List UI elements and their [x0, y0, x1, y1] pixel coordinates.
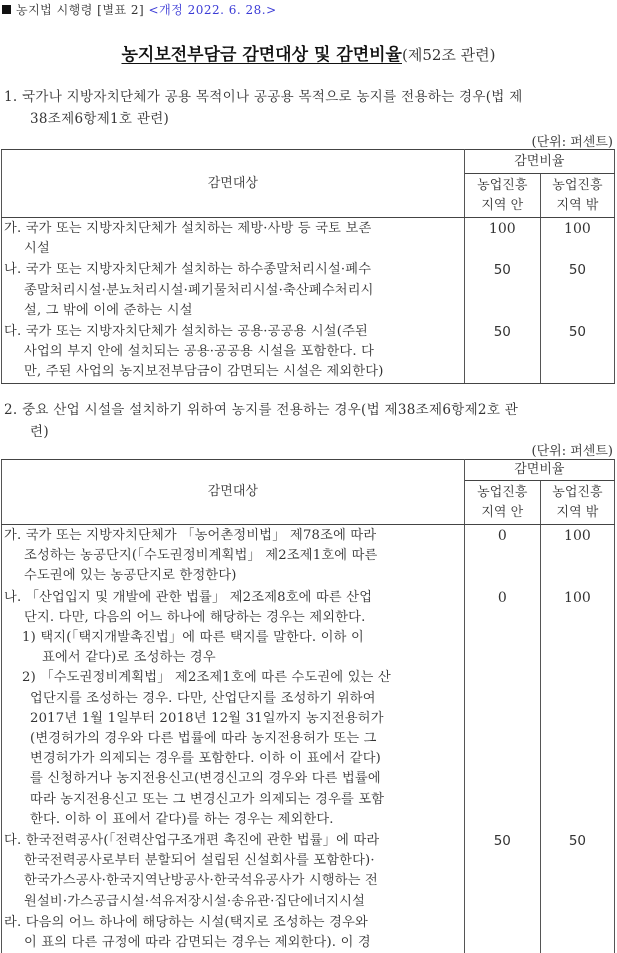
- header-ratio: 감면비율: [464, 460, 614, 481]
- header-outside-zone: 농업진흥 지역 밖: [540, 174, 614, 218]
- header-target: 감면대상: [2, 460, 465, 525]
- row-description: 나. 「산업입지 및 개발에 관한 법률」 제2조제8호에 따른 산업 단지. 다만, 다음의 어느 하나에 해당하는 경우는 제외한다. 1) 택지(「택지개발촉진법」에 따른 택지를 말한다. 이하 이 표에서 같다)로 조성하는 경우 2) 「수도권정비계획법」 제2조제1호에 따른 수도권에 있는 산 업단지를 조성하는 경우. 다만, 산업단지를 조성하기 위하여 2017년 1월 1일부터 2018년 12월 31일까지 농지전용허가 (변경허가의 경우와 다른 법률에 따라 농지전용허가 또는 그 변경허가가 의제되는 경우를 포함한다. 이하 이 표에서 같다) 를 신청하거나 농지전용신고(변경신고의 경우와 다른 법률에 따라 농지전용신고 또는 그 변경신고가 의제되는 경우를 포함 한다. 이하 이 표에서 같다)를 하는 경우는 제외한다.: [2, 587, 465, 830]
- row-value-inside: 50: [464, 321, 540, 383]
- row-value-outside: 100: [540, 587, 614, 830]
- table-row: [2, 259, 615, 321]
- row-value-outside: 100: [540, 525, 614, 587]
- row-value-inside: 0: [464, 587, 540, 830]
- header-inside-zone: 농업진흥 지역 안: [464, 481, 540, 525]
- row-description: 가. 국가 또는 지방자치단체가 「농어촌정비법」 제78조에 따라 조성하는 농공단지(「수도권정비계획법」 제2조제1호에 따른 수도권에 있는 농공단지로 한정한다): [2, 525, 465, 587]
- section-1-heading: [4, 86, 614, 130]
- section-2-heading-line: 련): [30, 424, 49, 440]
- header-ratio: 감면비율: [464, 150, 614, 174]
- law-reference: 농지법 시행령 [별표 2]: [16, 3, 145, 17]
- section-2-unit: (단위: 퍼센트): [531, 444, 613, 459]
- section-2-heading-line: 2. 중요 산업 시설을 설치하기 위하여 농지를 전용하는 경우(법 제38조제6항제2호 관: [4, 402, 519, 418]
- header-target: 감면대상: [2, 150, 465, 218]
- row-value-outside: 50: [540, 259, 614, 321]
- row-description: 다. 국가 또는 지방자치단체가 설치하는 공용·공공용 시설(주된 사업의 부지 안에 설치되는 공용·공공용 시설을 포함한다. 다 만, 주된 사업의 농지보전부담금이 감면되는 시설은 제외한다): [2, 321, 465, 383]
- page-title: [0, 40, 617, 65]
- section-1-unit: (단위: 퍼센트): [531, 135, 613, 150]
- row-value-inside: [464, 912, 540, 953]
- row-value-inside: 50: [464, 830, 540, 912]
- row-value-outside: 100: [540, 218, 614, 260]
- header-inside-zone: 농업진흥 지역 안: [464, 174, 540, 218]
- row-value-outside: 50: [540, 830, 614, 912]
- row-description: 나. 국가 또는 지방자치단체가 설치하는 하수종말처리시설·폐수 종말처리시설·분뇨처리시설·폐기물처리시설·축산폐수처리시 설, 그 밖에 이에 준하는 시설: [2, 259, 465, 321]
- document-header: [2, 1, 277, 18]
- header-outside-zone: 농업진흥 지역 밖: [540, 481, 614, 525]
- row-value-inside: 100: [464, 218, 540, 260]
- table-row: [2, 321, 615, 383]
- table-row: [2, 830, 615, 912]
- table-row: [2, 525, 615, 587]
- row-value-outside: [540, 912, 614, 953]
- section-1-heading-line: 1. 국가나 지방자치단체가 공용 목적이나 공공용 목적으로 농지를 전용하는 경우(법 제: [4, 89, 523, 105]
- row-description: 가. 국가 또는 지방자치단체가 설치하는 제방·사방 등 국토 보존 시설: [2, 218, 465, 260]
- row-value-inside: 50: [464, 259, 540, 321]
- title-sub: (제52조 관련): [401, 46, 496, 64]
- table-row: [2, 587, 615, 830]
- table-row: [2, 912, 615, 953]
- row-description: 라. 다음의 어느 하나에 해당하는 시설(택지로 조성하는 경우와 이 표의 다른 규정에 따라 감면되는 경우는 제외한다). 이 경: [2, 912, 465, 953]
- amendment-date: <개정 2022. 6. 28.>: [148, 3, 277, 17]
- section-2-heading: [4, 399, 614, 443]
- table-row: [2, 218, 615, 260]
- section-1-table: [1, 149, 615, 384]
- black-square-icon: [2, 5, 11, 14]
- section-2-table: [1, 459, 615, 953]
- row-description: 다. 한국전력공사(「전력산업구조개편 촉진에 관한 법률」에 따라 한국전력공사로부터 분할되어 설립된 신설회사를 포함한다)· 한국가스공사·한국지역난방공사·한국석유공사가 시행하는 전 원설비·가스공급시설·석유저장시설·송유관·집단에너지시설: [2, 830, 465, 912]
- row-value-outside: 50: [540, 321, 614, 383]
- title-main: 농지보전부담금 감면대상 및 감면비율: [121, 45, 402, 65]
- section-1-heading-line: 38조제6항제1호 관련): [30, 111, 170, 127]
- row-value-inside: 0: [464, 525, 540, 587]
